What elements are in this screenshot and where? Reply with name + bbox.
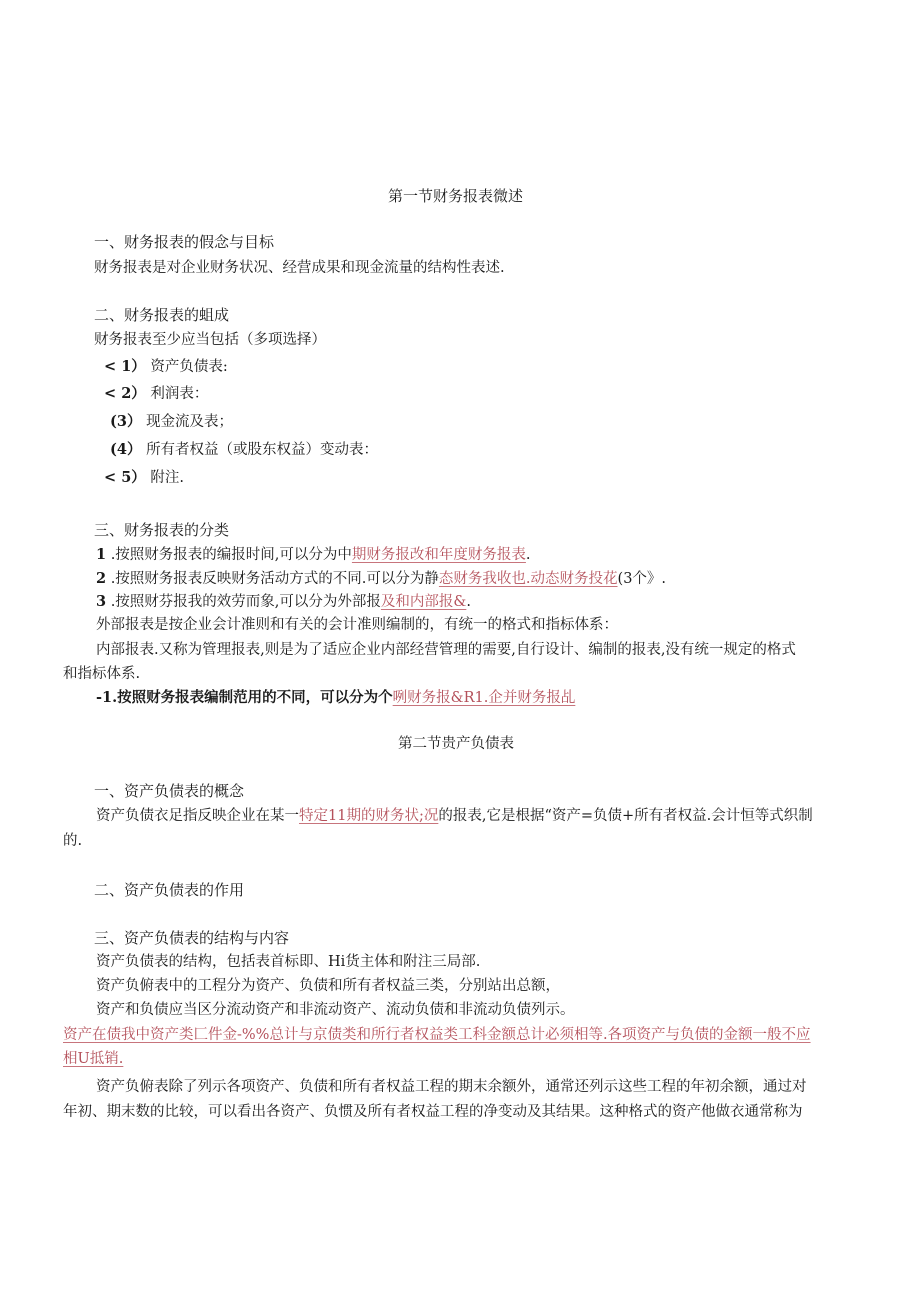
paragraph-structure-1: 资产负债表的结构，包括表首标即、Hi货主体和附注三局部. <box>96 954 481 970</box>
list-number: < 1） <box>104 358 146 375</box>
section-title-1: 第一节财务报表微述 <box>388 187 524 205</box>
list-text: 附注. <box>150 470 185 486</box>
text-pre: .按照财芬报我的效劳而象,可以分为外部报 <box>110 594 381 610</box>
classification-3 <box>96 592 471 612</box>
list-text: 所有者权益（或股东权益）变动表： <box>146 442 379 458</box>
list-number: < 2） <box>104 385 146 402</box>
classification-4 <box>96 688 575 708</box>
list-number: (3） <box>110 413 142 430</box>
list-text: 资产负债表: <box>150 359 228 375</box>
highlight-paragraph-line1: 资产在债我中资产类匚件金-%%总计与京债类和所行者权益类工科金额总计必须相等.各项资产与负债的金额一般不应 <box>63 1027 811 1043</box>
paragraph-internal-cont: 和指标体系. <box>63 666 141 682</box>
paragraph-definition: 财务报表是对企业财务状况、经营成果和现金流量的结构性表述. <box>94 260 505 276</box>
text-post: 的报表,它是根据“资产=负债+所有者权益.会计恒等式织制 <box>438 808 813 824</box>
list-number: (4） <box>110 441 142 458</box>
paragraph-external: 外部报表是按企业会计准则和有关的会计准则编制的，有统一的格式和指标体系： <box>96 617 618 633</box>
text-post: (3个》. <box>617 571 667 587</box>
list-text: 现金流及表； <box>146 414 234 430</box>
heading-concept: 一、财务报表的假念与目标 <box>94 233 275 251</box>
highlight-text: 及和内部报& <box>380 594 467 610</box>
paragraph-bs-definition-cont: 的. <box>63 833 83 849</box>
paragraph-comparison-1: 资产负俯表除了列示各项资产、负债和所有者权益工程的期末余额外，通常还列示这些工程的年初余额，通过对 <box>96 1079 807 1095</box>
text-pre: .按照财务报表的编报时间,可以分为中 <box>110 547 352 563</box>
paragraph-bs-definition <box>96 806 813 826</box>
list-number: < 5） <box>104 469 146 486</box>
text-post: . <box>525 547 531 563</box>
item-number: 1 <box>96 546 107 563</box>
list-item <box>104 384 208 404</box>
highlight-paragraph-line2: 相U抵销. <box>63 1051 124 1067</box>
heading-classification: 三、财务报表的分类 <box>94 521 230 539</box>
paragraph-structure-2: 资产负俯表中的工程分为资产、负债和所有者权益三类，分别站出总额， <box>96 978 560 994</box>
list-item <box>110 440 378 460</box>
heading-composition: 二、财务报表的蛆成 <box>94 306 230 324</box>
paragraph-internal: 内部报表.又称为管理报表,则是为了适应企业内部经营管理的需要,自行设计、编制的报表,没有统一规定的格式 <box>96 642 796 658</box>
text-pre: .按照财务报表反映财务活动方式的不同.可以分为静 <box>110 571 439 587</box>
heading-bs-concept: 一、资产负债表的概念 <box>94 782 245 800</box>
heading-bs-structure: 三、资产负债表的结构与内容 <box>94 929 290 947</box>
paragraph-includes: 财务报表至少应当包括（多项选择） <box>94 332 326 348</box>
highlight-text: 特定11期的财务状;况 <box>299 808 439 824</box>
section-title-2: 第二节贵产负债表 <box>398 736 514 752</box>
paragraph-comparison-2: 年初、期末数的比较，可以看出各资产、负惯及所有者权益工程的净变动及其结果。这种格式的资产他做衣通常称为 <box>63 1104 803 1120</box>
text-pre: 资产负债衣足指反映企业在某一 <box>96 808 299 824</box>
list-item <box>110 412 233 432</box>
text-post: . <box>466 594 471 610</box>
item-number: 3 <box>96 593 107 610</box>
list-item <box>104 357 228 377</box>
heading-bs-function: 二、资产负债表的作用 <box>94 881 245 899</box>
classification-1 <box>96 545 531 565</box>
list-item <box>104 468 184 488</box>
text-pre: -1.按照财务报表编制范用的不同，可以分为个 <box>96 689 393 706</box>
highlight-text: 态财务我收也.动态财务投花 <box>438 571 618 587</box>
highlight-text: 期财务报改和年度财务报表 <box>351 547 526 563</box>
paragraph-structure-3: 资产和负债应当区分流动资产和非流动资产、流动负债和非流动负债列示。 <box>96 1002 575 1018</box>
item-number: 2 <box>96 570 107 587</box>
list-text: 利润表： <box>150 386 209 402</box>
highlight-text: 咧财务报&R1.企并财务报乩 <box>392 690 576 706</box>
classification-2 <box>96 569 666 589</box>
